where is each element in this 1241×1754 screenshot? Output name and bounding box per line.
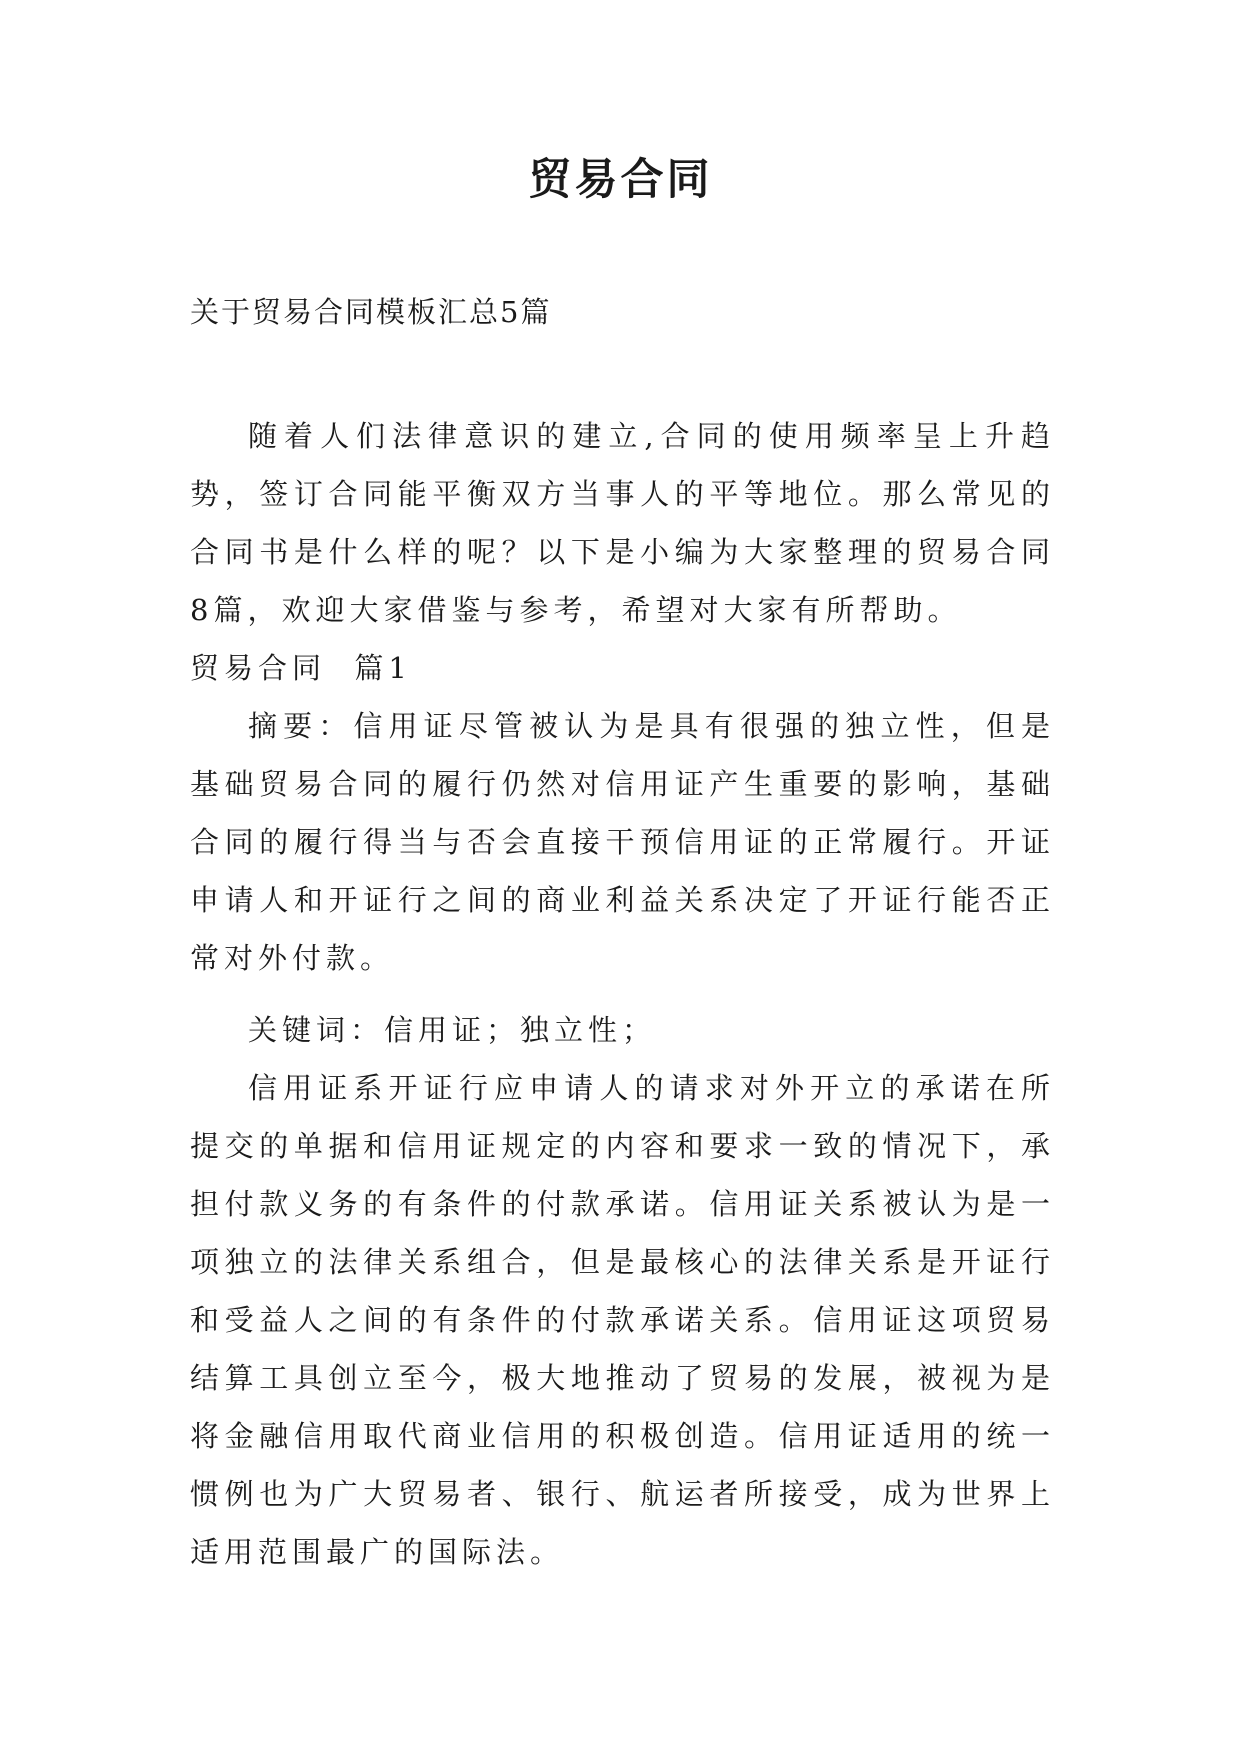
document-body	[190, 407, 1055, 1581]
body-paragraph: 信用证系开证行应申请人的请求对外开立的承诺在所提交的单据和信用证规定的内容和要求一致的情况下，承担付款义务的有条件的付款承诺。信用证关系被认为是一项独立的法律关系组合，但是最核心的法律关系是开证行和受益人之间的有条件的付款承诺关系。信用证这项贸易结算工具创立至今，极大地推动了贸易的发展，被视为是将金融信用取代商业信用的积极创造。信用证适用的统一惯例也为广大贸易者、银行、航运者所接受，成为世界上适用范围最广的国际法。	[190, 1071, 1055, 1569]
document-subtitle: 关于贸易合同模板汇总5篇	[190, 295, 552, 329]
document-title: 贸易合同	[528, 155, 713, 205]
abstract-paragraph: 摘要：信用证尽管被认为是具有很强的独立性，但是基础贸易合同的履行仍然对信用证产生重要的影响，基础合同的履行得当与否会直接干预信用证的正常履行。开证申请人和开证行之间的商业利益关系决定了开证行能否正常对外付款。	[190, 709, 1055, 975]
section-heading: 贸易合同 篇1	[190, 651, 412, 685]
intro-paragraph: 随着人们法律意识的建立,合同的使用频率呈上升趋势，签订合同能平衡双方当事人的平等地位。那么常见的合同书是什么样的呢？以下是小编为大家整理的贸易合同8篇，欢迎大家借鉴与参考，希望对大家有所帮助。	[190, 419, 1055, 627]
keywords-paragraph: 关键词：信用证；独立性；	[248, 1013, 657, 1047]
